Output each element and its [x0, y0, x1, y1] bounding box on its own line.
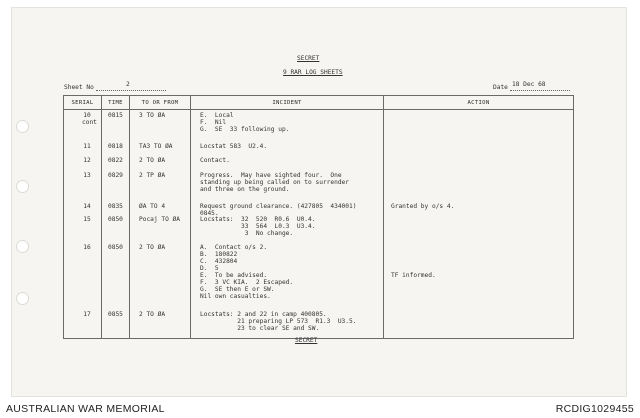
cell-to-from: 2 TP ØA	[139, 172, 166, 179]
column-header-incident: INCIDENT	[191, 96, 384, 110]
cell-serial: 10 cont	[82, 112, 97, 126]
cell-to-from: TA3 TO ØA	[139, 143, 173, 150]
punch-hole	[16, 120, 29, 133]
archive-watermark-bar	[0, 400, 640, 418]
cell-serial: 13	[83, 172, 91, 179]
punch-hole	[16, 292, 29, 305]
cell-time: 0835	[108, 203, 123, 210]
sheet-number: 2	[126, 81, 130, 88]
cell-to-from: 2 TO ØA	[139, 244, 166, 251]
cell-incident: E. Local F. Nil G. SE 33 following up.	[200, 112, 290, 133]
cell-to-from: 3 TO ØA	[139, 112, 166, 119]
cell-serial: 12	[83, 157, 91, 164]
punch-hole	[16, 180, 29, 193]
cell-incident: Locstats: 32 520 R0.6 U0.4. 33 564 L0.3 U3.4. 3 No change.	[200, 216, 316, 237]
punch-hole	[16, 240, 29, 253]
cell-time: 0850	[108, 216, 123, 223]
cell-time: 0815	[108, 112, 123, 119]
cell-time: 0822	[108, 157, 123, 164]
date-value: 18 Dec 68	[512, 81, 546, 88]
cell-incident: A. Contact o/s 2. B. 180822 C. 432804 D. 5 E. To be advised. F. 3 VC KIA. 2 Escaped. G. SE then E or SW. Nil own casualties.	[200, 244, 294, 300]
date-label: Date	[493, 84, 508, 91]
column-header-serial: SERIAL	[64, 96, 102, 110]
cell-serial: 17	[83, 311, 91, 318]
cell-time: 0850	[108, 244, 123, 251]
column-header-to-from: TO OR FROM	[130, 96, 191, 110]
cell-incident: Contact.	[200, 157, 230, 164]
cell-serial: 14	[83, 203, 91, 210]
cell-incident: Progress. May have sighted four. One standing up being called on to surrender and three on the ground.	[200, 172, 350, 193]
cell-time: 0818	[108, 143, 123, 150]
cell-action: Granted by o/s 4.	[391, 203, 455, 210]
security-heading: SECRET	[297, 55, 320, 62]
cell-incident: Locstat 583 U2.4.	[200, 143, 268, 150]
watermark-source: AUSTRALIAN WAR MEMORIAL	[6, 403, 165, 415]
sheet-underline	[96, 84, 166, 91]
cell-time: 0829	[108, 172, 123, 179]
cell-to-from: ØA TO 4	[139, 203, 166, 210]
cell-serial: 11	[83, 143, 91, 150]
cell-time: 0855	[108, 311, 123, 318]
cell-serial: 15	[83, 216, 91, 223]
cell-to-from: Pocaj TO ØA	[139, 216, 180, 223]
cell-action: TF informed.	[391, 272, 436, 279]
document-title: 9 RAR LOG SHEETS	[283, 69, 343, 76]
security-footer: SECRET	[295, 337, 318, 344]
cell-incident: Locstats: 2 and 22 in camp 400805. 21 preparing LP 573 R1.3 U3.5. 23 to clear SE and SW.	[200, 311, 357, 332]
column-header-time: TIME	[102, 96, 130, 110]
sheet-label: Sheet No	[64, 84, 94, 91]
cell-to-from: 2 TO ØA	[139, 157, 166, 164]
cell-incident: Request ground clearance. (427805 434001) 0845.	[200, 203, 357, 217]
cell-to-from: 2 TO ØA	[139, 311, 166, 318]
cell-serial: 16	[83, 244, 91, 251]
watermark-id: RCDIG1029455	[555, 403, 634, 415]
column-header-action: ACTION	[384, 96, 574, 110]
